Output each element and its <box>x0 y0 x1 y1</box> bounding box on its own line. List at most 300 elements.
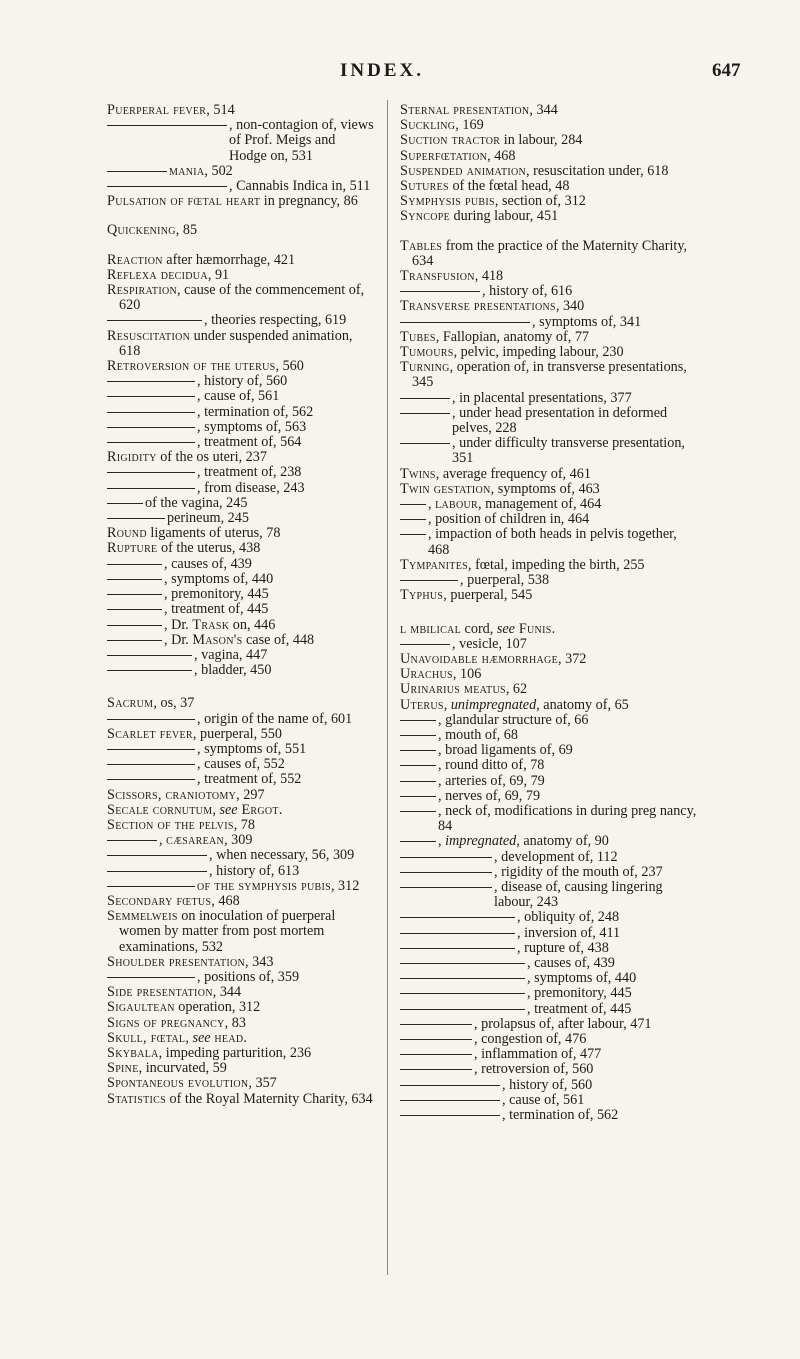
index-entry <box>107 481 375 496</box>
entry-detail: , symptoms of, 440 <box>164 570 274 587</box>
entry-detail: , impeding parturition, 236 <box>158 1044 312 1061</box>
ditto-rule <box>400 956 525 964</box>
entry-text <box>197 374 287 389</box>
entry-text <box>400 237 700 269</box>
entry-text <box>428 512 589 527</box>
entry-text <box>400 102 558 118</box>
entry-text <box>400 344 624 361</box>
entry-text <box>107 1090 373 1107</box>
entry-text <box>107 1060 227 1077</box>
entry-heading: Urachus <box>400 666 453 683</box>
entry-heading: Reaction <box>107 251 163 268</box>
index-entry <box>400 652 700 667</box>
entry-detail: , in placental presentations, 377 <box>452 389 632 406</box>
entry-italic: see <box>496 620 515 637</box>
entry-detail: , Dr. <box>164 631 193 648</box>
index-entry <box>400 103 700 118</box>
right-column <box>400 103 700 1123</box>
entry-text <box>474 1017 652 1032</box>
entry-text <box>197 420 306 435</box>
ditto-rule <box>400 1078 500 1086</box>
entry-detail: , causes of, 439 <box>527 954 615 971</box>
index-entry <box>107 557 375 572</box>
ditto-rule <box>107 587 162 595</box>
entry-text <box>107 266 230 283</box>
entry-detail: of the Royal Maternity Charity, 634 <box>165 1090 373 1107</box>
entry-text <box>197 970 299 985</box>
ditto-rule <box>107 481 195 489</box>
entry-detail: , disease of, causing lingering labour, 243 <box>494 878 663 911</box>
entry-detail: , 344 <box>212 984 242 1001</box>
entry-text <box>164 557 252 572</box>
entry-detail: , cause of, 561 <box>502 1091 585 1108</box>
index-entry <box>107 435 375 450</box>
entry-heading: Tumours <box>400 344 454 361</box>
section-gap <box>400 225 700 239</box>
index-entry <box>400 482 700 497</box>
index-entry <box>107 894 375 909</box>
ditto-rule <box>107 420 195 428</box>
index-entry <box>400 850 700 865</box>
index-entry <box>107 253 375 268</box>
entry-detail: , obliquity of, 248 <box>517 909 620 926</box>
entry-detail: , mouth of, 68 <box>438 726 518 743</box>
entry-text <box>400 298 585 315</box>
ditto-rule <box>400 834 436 842</box>
index-entry <box>400 406 700 436</box>
entry-text <box>428 497 601 512</box>
entry-detail: , 468 <box>487 147 516 164</box>
entry-heading: Tables <box>400 237 443 254</box>
entry-detail: of the vagina, 245 <box>145 494 248 511</box>
index-entry <box>107 1061 375 1076</box>
entry-text <box>474 1032 586 1047</box>
entry-detail: , congestion of, 476 <box>474 1030 587 1047</box>
index-entry <box>107 223 375 238</box>
entry-text <box>107 251 296 268</box>
index-entry <box>400 728 700 743</box>
entry-heading: Scarlet fever <box>107 725 193 742</box>
entry-detail: , 309 <box>224 832 253 849</box>
ditto-rule <box>107 496 143 504</box>
entry-text <box>169 164 233 179</box>
entry-detail: , puerperal, 550 <box>192 725 282 742</box>
index-entry <box>400 865 700 880</box>
entry-heading: Spontaneous evolution <box>107 1075 249 1092</box>
entry-detail: , non-contagion of, views of Prof. Meigs and Hodge on, 531 <box>229 117 374 164</box>
entry-detail: , 502 <box>204 162 233 179</box>
entry-text <box>107 540 261 557</box>
entry-heading: Rupture <box>107 540 158 557</box>
entry-detail: , anatomy of, 65 <box>536 696 629 713</box>
index-entry <box>107 818 375 833</box>
index-entry <box>400 360 700 390</box>
entry-heading: Sigaultean <box>107 999 175 1016</box>
entry-text <box>107 695 195 712</box>
entry-detail: on inoculation of puerperal women by matter from post mortem examinations, 532 <box>119 908 336 955</box>
entry-detail: , resuscitation under, 618 <box>526 162 669 179</box>
entry-heading: Statistics <box>107 1090 166 1107</box>
index-entry <box>400 1108 700 1123</box>
ditto-rule <box>400 406 450 414</box>
index-entry <box>107 359 375 374</box>
entry-heading: Secondary fœtus <box>107 892 212 909</box>
entry-text <box>400 666 482 683</box>
index-entry <box>107 268 375 283</box>
entry-detail: , broad ligaments of, 69 <box>438 742 573 759</box>
ditto-rule <box>400 971 525 979</box>
index-entry <box>400 682 700 697</box>
index-entry <box>107 712 375 727</box>
entry-detail: , 468 <box>211 892 240 909</box>
entry-text <box>452 406 700 436</box>
entry-detail: , treatment of, 238 <box>197 464 302 481</box>
entry-detail: , 560 <box>275 358 304 375</box>
entry-text <box>400 681 528 698</box>
entry-text <box>400 620 556 637</box>
entry-text <box>502 1108 618 1123</box>
entry-detail: , Fallopian, anatomy of, 77 <box>435 328 590 345</box>
entry-detail: , premonitory, 445 <box>527 985 632 1002</box>
ditto-rule <box>400 743 436 751</box>
left-column <box>107 103 375 1107</box>
ditto-rule <box>107 405 195 413</box>
index-entry <box>400 315 700 330</box>
entry-detail: , history of, 613 <box>209 862 300 879</box>
entry-detail: , 62 <box>505 681 528 698</box>
index-entry <box>107 329 375 359</box>
ditto-rule <box>107 572 162 580</box>
entry-text <box>474 1062 593 1077</box>
entry-text <box>494 850 618 865</box>
entry-detail: , 343 <box>245 953 274 970</box>
entry-detail: under suspended animation, 618 <box>119 327 353 359</box>
index-entry <box>107 772 375 787</box>
entry-detail: , theories respecting, 619 <box>204 312 347 329</box>
entry-detail: , operation of, in transverse presentations, 345 <box>412 359 687 391</box>
index-entry <box>400 789 700 804</box>
entry-heading: Quickening <box>107 222 176 239</box>
index-entry <box>107 526 375 541</box>
entry-text <box>400 268 504 285</box>
index-entry <box>107 1046 375 1061</box>
ditto-rule <box>107 179 227 187</box>
ditto-rule <box>107 602 162 610</box>
ditto-rule <box>107 313 202 321</box>
entry-detail: , pelvic, impeding labour, 230 <box>453 344 624 361</box>
entry-detail: , average frequency of, 461 <box>435 465 591 482</box>
index-entry <box>400 436 700 466</box>
entry-detail: , <box>428 496 436 513</box>
entry-detail: of the uterus, 438 <box>157 540 261 557</box>
entry-detail: , history of, 560 <box>197 373 288 390</box>
index-entry <box>107 587 375 602</box>
ditto-rule <box>400 1002 525 1010</box>
entry-detail: , history of, 616 <box>482 283 573 300</box>
index-entry <box>107 696 375 711</box>
entry-detail: , nerves of, 69, 79 <box>438 787 541 804</box>
entry-detail: , 357 <box>248 1075 277 1092</box>
entry-heading: Side presentation <box>107 984 213 1001</box>
index-entry <box>400 956 700 971</box>
index-entry <box>107 1092 375 1107</box>
entry-detail: , 418 <box>474 268 504 285</box>
column-divider <box>387 100 388 1275</box>
entry-text <box>400 328 590 345</box>
index-entry <box>107 179 375 194</box>
entry-text <box>400 480 600 497</box>
index-entry <box>400 133 700 148</box>
ditto-rule <box>107 970 195 978</box>
index-entry <box>107 1000 375 1015</box>
index-entry <box>400 698 700 713</box>
ditto-rule <box>400 1032 472 1040</box>
entry-text <box>438 789 540 804</box>
entry-heading: Skull, fœtal <box>107 1029 186 1046</box>
entry-detail: , puerperal, 545 <box>443 587 533 604</box>
entry-detail: , incurvated, 59 <box>138 1060 227 1077</box>
entry-text <box>517 910 619 925</box>
entry-detail: , retroversion of, 560 <box>474 1061 594 1078</box>
entry-detail: , vagina, 447 <box>194 646 268 663</box>
entry-text <box>209 848 354 863</box>
index-entry <box>107 909 375 955</box>
entry-text <box>400 359 700 391</box>
index-entry <box>400 986 700 1001</box>
entry-detail: , origin of the name of, 601 <box>197 710 353 727</box>
ditto-rule <box>400 986 525 994</box>
ditto-rule <box>107 618 162 626</box>
entry-detail: , position of children in, 464 <box>428 511 590 528</box>
index-entry <box>400 1047 700 1062</box>
index-entry <box>400 194 700 209</box>
entry-detail: case of, 448 <box>242 631 315 648</box>
ditto-rule <box>107 164 167 172</box>
entry-text <box>527 971 636 986</box>
entry-detail: , from disease, 243 <box>197 479 305 496</box>
entry-text <box>400 178 570 195</box>
index-entry <box>400 345 700 360</box>
ditto-rule <box>107 557 162 565</box>
entry-detail: , 83 <box>224 1014 246 1031</box>
entry-text <box>502 1078 592 1093</box>
ditto-rule <box>107 864 207 872</box>
ditto-rule <box>107 833 157 841</box>
index-entry <box>107 450 375 465</box>
ditto-rule <box>400 1047 472 1055</box>
entry-text <box>460 573 549 588</box>
entry-text <box>107 1014 246 1031</box>
entry-detail: , 106 <box>452 666 482 683</box>
entry-detail: , symptoms of, 341 <box>532 313 642 330</box>
entry-detail: , symptoms of, 440 <box>527 970 637 987</box>
ditto-rule <box>400 910 515 918</box>
entry-text <box>197 712 352 727</box>
entry-text <box>400 132 583 149</box>
index-entry <box>107 118 375 164</box>
ditto-rule <box>107 374 195 382</box>
ditto-rule <box>400 728 436 736</box>
entry-heading: mania <box>169 162 205 179</box>
entry-detail: , fœtal, impeding the birth, 255 <box>467 556 645 573</box>
entry-heading: Syncope <box>400 208 450 225</box>
index-entry <box>107 511 375 526</box>
entry-detail: operation, 312 <box>174 999 261 1016</box>
index-entry <box>400 330 700 345</box>
entry-heading: Puerperal fever <box>107 102 207 118</box>
ditto-rule <box>400 804 436 812</box>
entry-heading: Superfœtation <box>400 147 488 164</box>
entry-text <box>438 774 545 789</box>
entry-detail: , symptoms of, 551 <box>197 740 307 757</box>
entry-text <box>107 222 198 239</box>
entry-text <box>502 1093 584 1108</box>
entry-detail: , management of, 464 <box>478 496 602 513</box>
entry-detail: , symptoms of, 563 <box>197 418 307 435</box>
index-entry <box>400 497 700 512</box>
entry-detail: in labour, 284 <box>500 132 583 149</box>
index-entry <box>107 848 375 863</box>
index-entry <box>400 774 700 789</box>
ditto-rule <box>400 436 450 444</box>
index-entry <box>107 864 375 879</box>
entry-heading: Secale cornutum <box>107 801 213 818</box>
entry-detail: , 312 <box>330 877 360 894</box>
entry-text <box>197 481 305 496</box>
entry-detail: , rupture of, 438 <box>517 939 609 956</box>
index-entry <box>107 879 375 894</box>
entry-text <box>194 663 271 678</box>
entry-text <box>400 587 533 604</box>
entry-detail: , 344 <box>529 102 558 118</box>
entry-detail: , 297 <box>236 786 265 803</box>
entry-detail: , development of, 112 <box>494 848 618 865</box>
entry-text <box>164 618 275 633</box>
index-entry <box>400 1093 700 1108</box>
index-entry <box>400 558 700 573</box>
ditto-rule <box>400 1093 500 1101</box>
entry-heading: Uterus <box>400 696 444 713</box>
ditto-rule <box>107 511 165 519</box>
index-entry <box>107 757 375 772</box>
ditto-rule <box>400 850 492 858</box>
ditto-rule <box>400 391 450 399</box>
entry-heading: Rigidity <box>107 449 157 466</box>
ditto-rule <box>400 880 492 888</box>
index-entry <box>107 194 375 209</box>
index-entry <box>400 637 700 652</box>
entry-detail: , treatment of, 445 <box>527 1000 632 1017</box>
entry-heading: Reflexa decidua <box>107 266 208 283</box>
entry-text <box>452 391 632 406</box>
entry-text <box>527 986 632 1001</box>
entry-detail: , cause of the commencement of, 620 <box>119 282 365 314</box>
ditto-rule <box>107 712 195 720</box>
entry-heading: Transfusion <box>400 268 475 285</box>
index-entry <box>107 1031 375 1046</box>
ditto-rule <box>107 648 192 656</box>
entry-detail: , treatment of, 564 <box>197 434 302 451</box>
entry-detail: , <box>185 1029 193 1046</box>
entry-reference: head <box>210 1029 244 1046</box>
entry-text <box>107 816 255 833</box>
entry-text <box>438 728 518 743</box>
entry-text <box>438 834 609 849</box>
index-entry <box>107 465 375 480</box>
entry-text <box>482 284 572 299</box>
index-entry <box>400 391 700 406</box>
entry-text <box>438 804 700 834</box>
index-entry <box>107 420 375 435</box>
index-entry <box>107 1016 375 1031</box>
index-entry <box>400 239 700 269</box>
entry-text <box>107 892 240 909</box>
entry-detail: , bladder, 450 <box>194 662 272 679</box>
index-entry <box>107 648 375 663</box>
entry-heading: Resuscitation <box>107 327 191 344</box>
page-number: 647 <box>712 60 741 81</box>
index-entry <box>107 313 375 328</box>
entry-text <box>107 953 274 970</box>
entry-italic: impregnated <box>445 833 517 850</box>
entry-detail: , inversion of, 411 <box>517 924 621 941</box>
ditto-rule <box>400 284 480 292</box>
index-entry <box>107 283 375 313</box>
index-entry <box>400 910 700 925</box>
index-entry <box>400 573 700 588</box>
ditto-rule <box>400 1017 472 1025</box>
entry-detail: in pregnancy, 86 <box>260 193 358 210</box>
entry-heading: Twins <box>400 465 436 482</box>
entry-text <box>400 193 586 210</box>
entry-detail: , 340 <box>555 298 585 315</box>
entry-detail: during labour, 451 <box>450 208 559 225</box>
entry-text <box>494 880 700 910</box>
entry-text <box>438 713 589 728</box>
index-entry <box>400 299 700 314</box>
entry-heading: Symphysis pubis <box>400 193 495 210</box>
entry-detail: . <box>551 620 556 637</box>
entry-reference: Ergot <box>237 801 279 818</box>
entry-detail: , history of, 560 <box>502 1076 593 1093</box>
entry-heading: Suckling <box>400 117 456 134</box>
entry-detail: , inflammation of, 477 <box>474 1046 602 1063</box>
entry-detail: , 372 <box>558 650 587 667</box>
entry-text <box>474 1047 601 1062</box>
entry-detail: , <box>159 832 167 849</box>
ditto-rule <box>107 757 195 765</box>
entry-text <box>532 315 641 330</box>
entry-heading: Sutures <box>400 178 449 195</box>
entry-heading: Typhus <box>400 587 444 604</box>
entry-detail: , termination of, 562 <box>197 403 314 420</box>
entry-text <box>209 864 299 879</box>
entry-text <box>400 162 669 179</box>
entry-text <box>107 1044 312 1061</box>
ditto-rule <box>400 637 450 645</box>
entry-detail: , puerperal, 538 <box>460 572 550 589</box>
index-entry <box>400 971 700 986</box>
entry-text <box>194 648 267 663</box>
ditto-rule <box>107 633 162 641</box>
entry-text <box>107 327 375 359</box>
entry-detail: from the practice of the Maternity Charity, 634 <box>412 237 688 269</box>
entry-text <box>145 496 247 511</box>
entry-heading: Urinarius meatus <box>400 681 506 698</box>
entry-heading: Pulsation of fœtal heart <box>107 193 261 210</box>
section-gap <box>107 209 375 223</box>
index-entry <box>400 926 700 941</box>
